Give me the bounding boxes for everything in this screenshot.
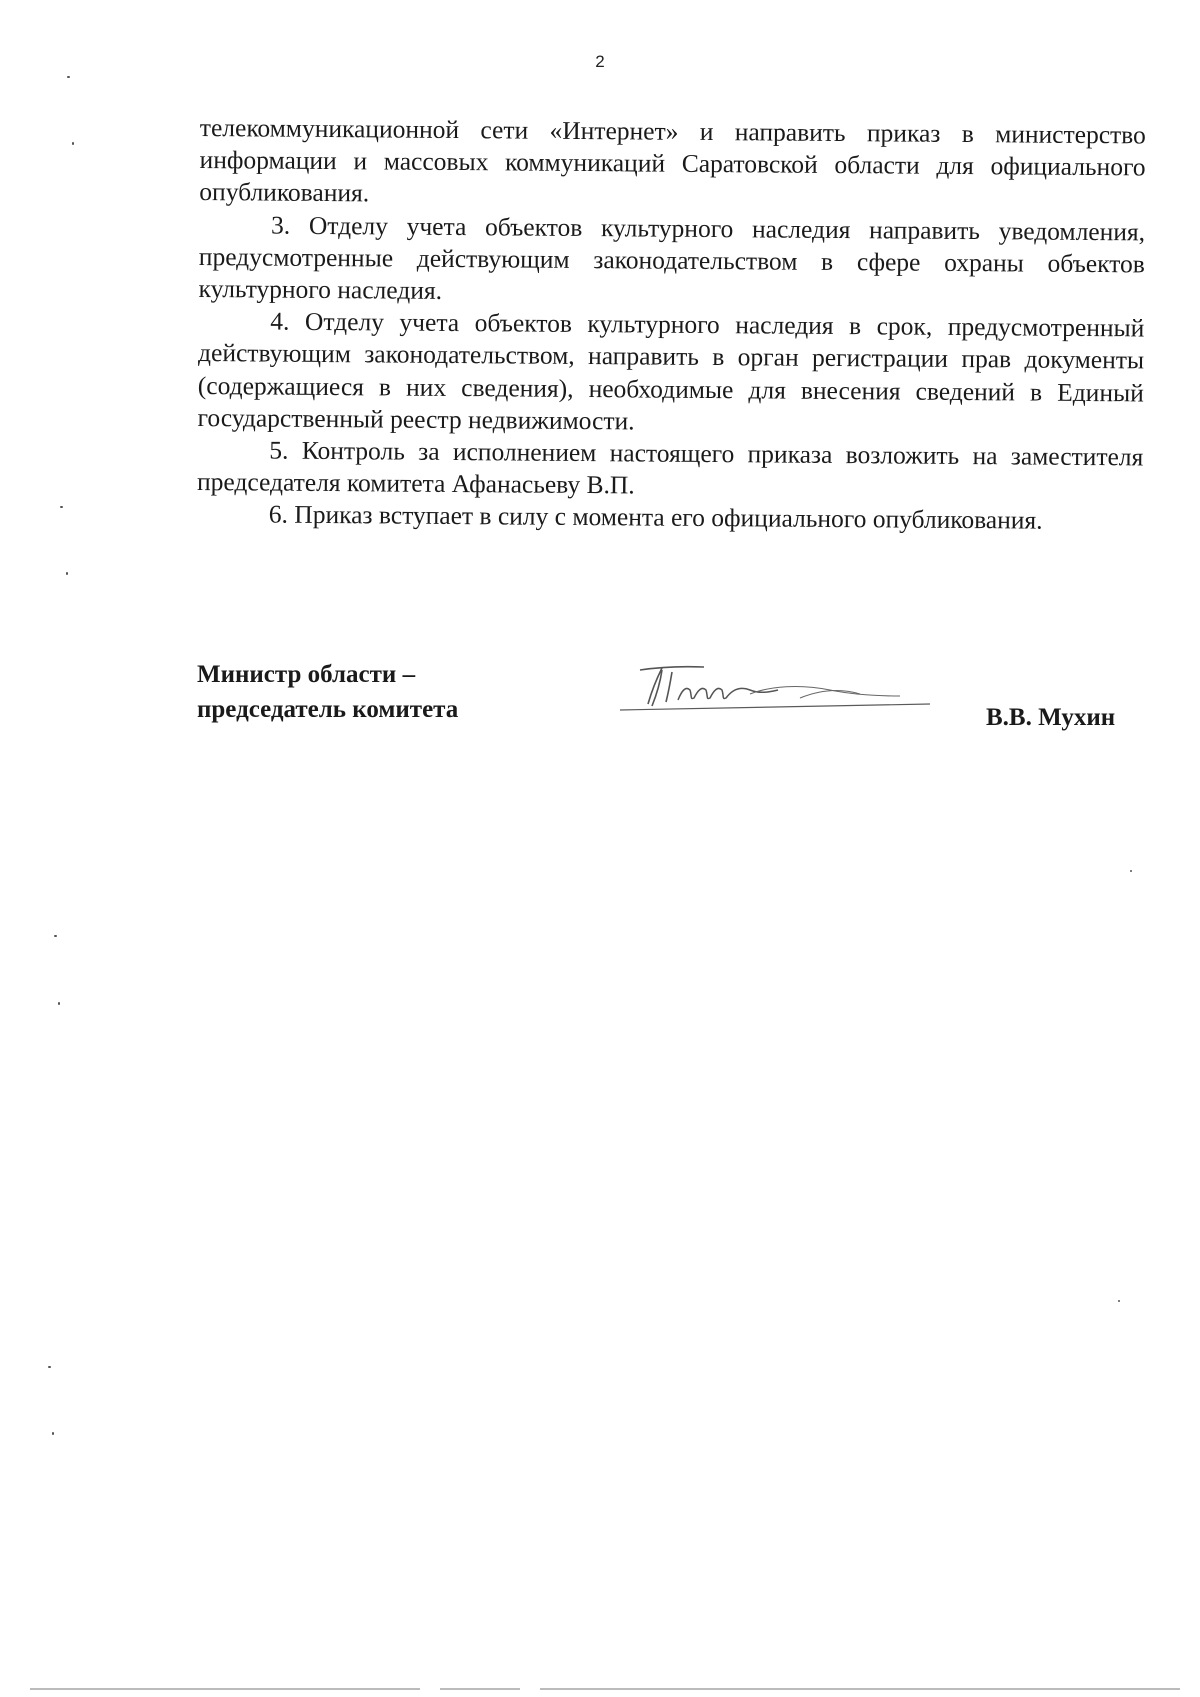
signatory-name: В.В. Мухин: [986, 704, 1116, 731]
scan-speck: [54, 935, 57, 937]
signatory-position: [197, 657, 458, 727]
scan-speck: [66, 572, 68, 575]
scan-speck: [1130, 870, 1132, 872]
paragraph-item-5: 5. Контроль за исполнением настоящего приказа возложить на заместителя председателя комитета Афанасьеву В.П.: [196, 435, 1144, 500]
scan-speck: [58, 1002, 60, 1005]
scan-speck: [48, 1366, 51, 1368]
paragraph-item-6: 6. Приказ вступает в силу с момента его официального опубликования.: [268, 499, 1043, 536]
scan-speck: [52, 1432, 54, 1435]
handwritten-signature: [600, 660, 940, 720]
scan-speck: [1118, 1300, 1120, 1302]
signatory-position-line-1: Министр области –: [197, 661, 416, 688]
document-body: [197, 112, 1146, 538]
paragraph-continued: телекоммуникационной сети «Интернет» и направить приказ в министерство информации и массовых коммуникаций Саратовской области для официального опубликования.: [199, 112, 1146, 208]
signatory-position-line-2: председатель комитета: [197, 696, 459, 723]
scan-speck: [72, 142, 74, 145]
page-number: 2: [595, 52, 605, 71]
paragraph-item-4: 4. Отделу учета объектов культурного наследия в срок, предусмотренный действующим законодательством, направить в орган регистрации прав документы (содержащиеся в них сведения), необходимые для внесения сведений в Единый государственный реестр недвижимости.: [197, 306, 1145, 436]
paragraph-item-3: 3. Отделу учета объектов культурного наследия направить уведомления, предусмотренные действующим законодательством в сфере охраны объектов культурного наследия.: [198, 210, 1146, 305]
scan-speck: [67, 76, 70, 78]
scan-bottom-edge: [0, 1688, 1200, 1690]
scan-speck: [60, 506, 63, 508]
